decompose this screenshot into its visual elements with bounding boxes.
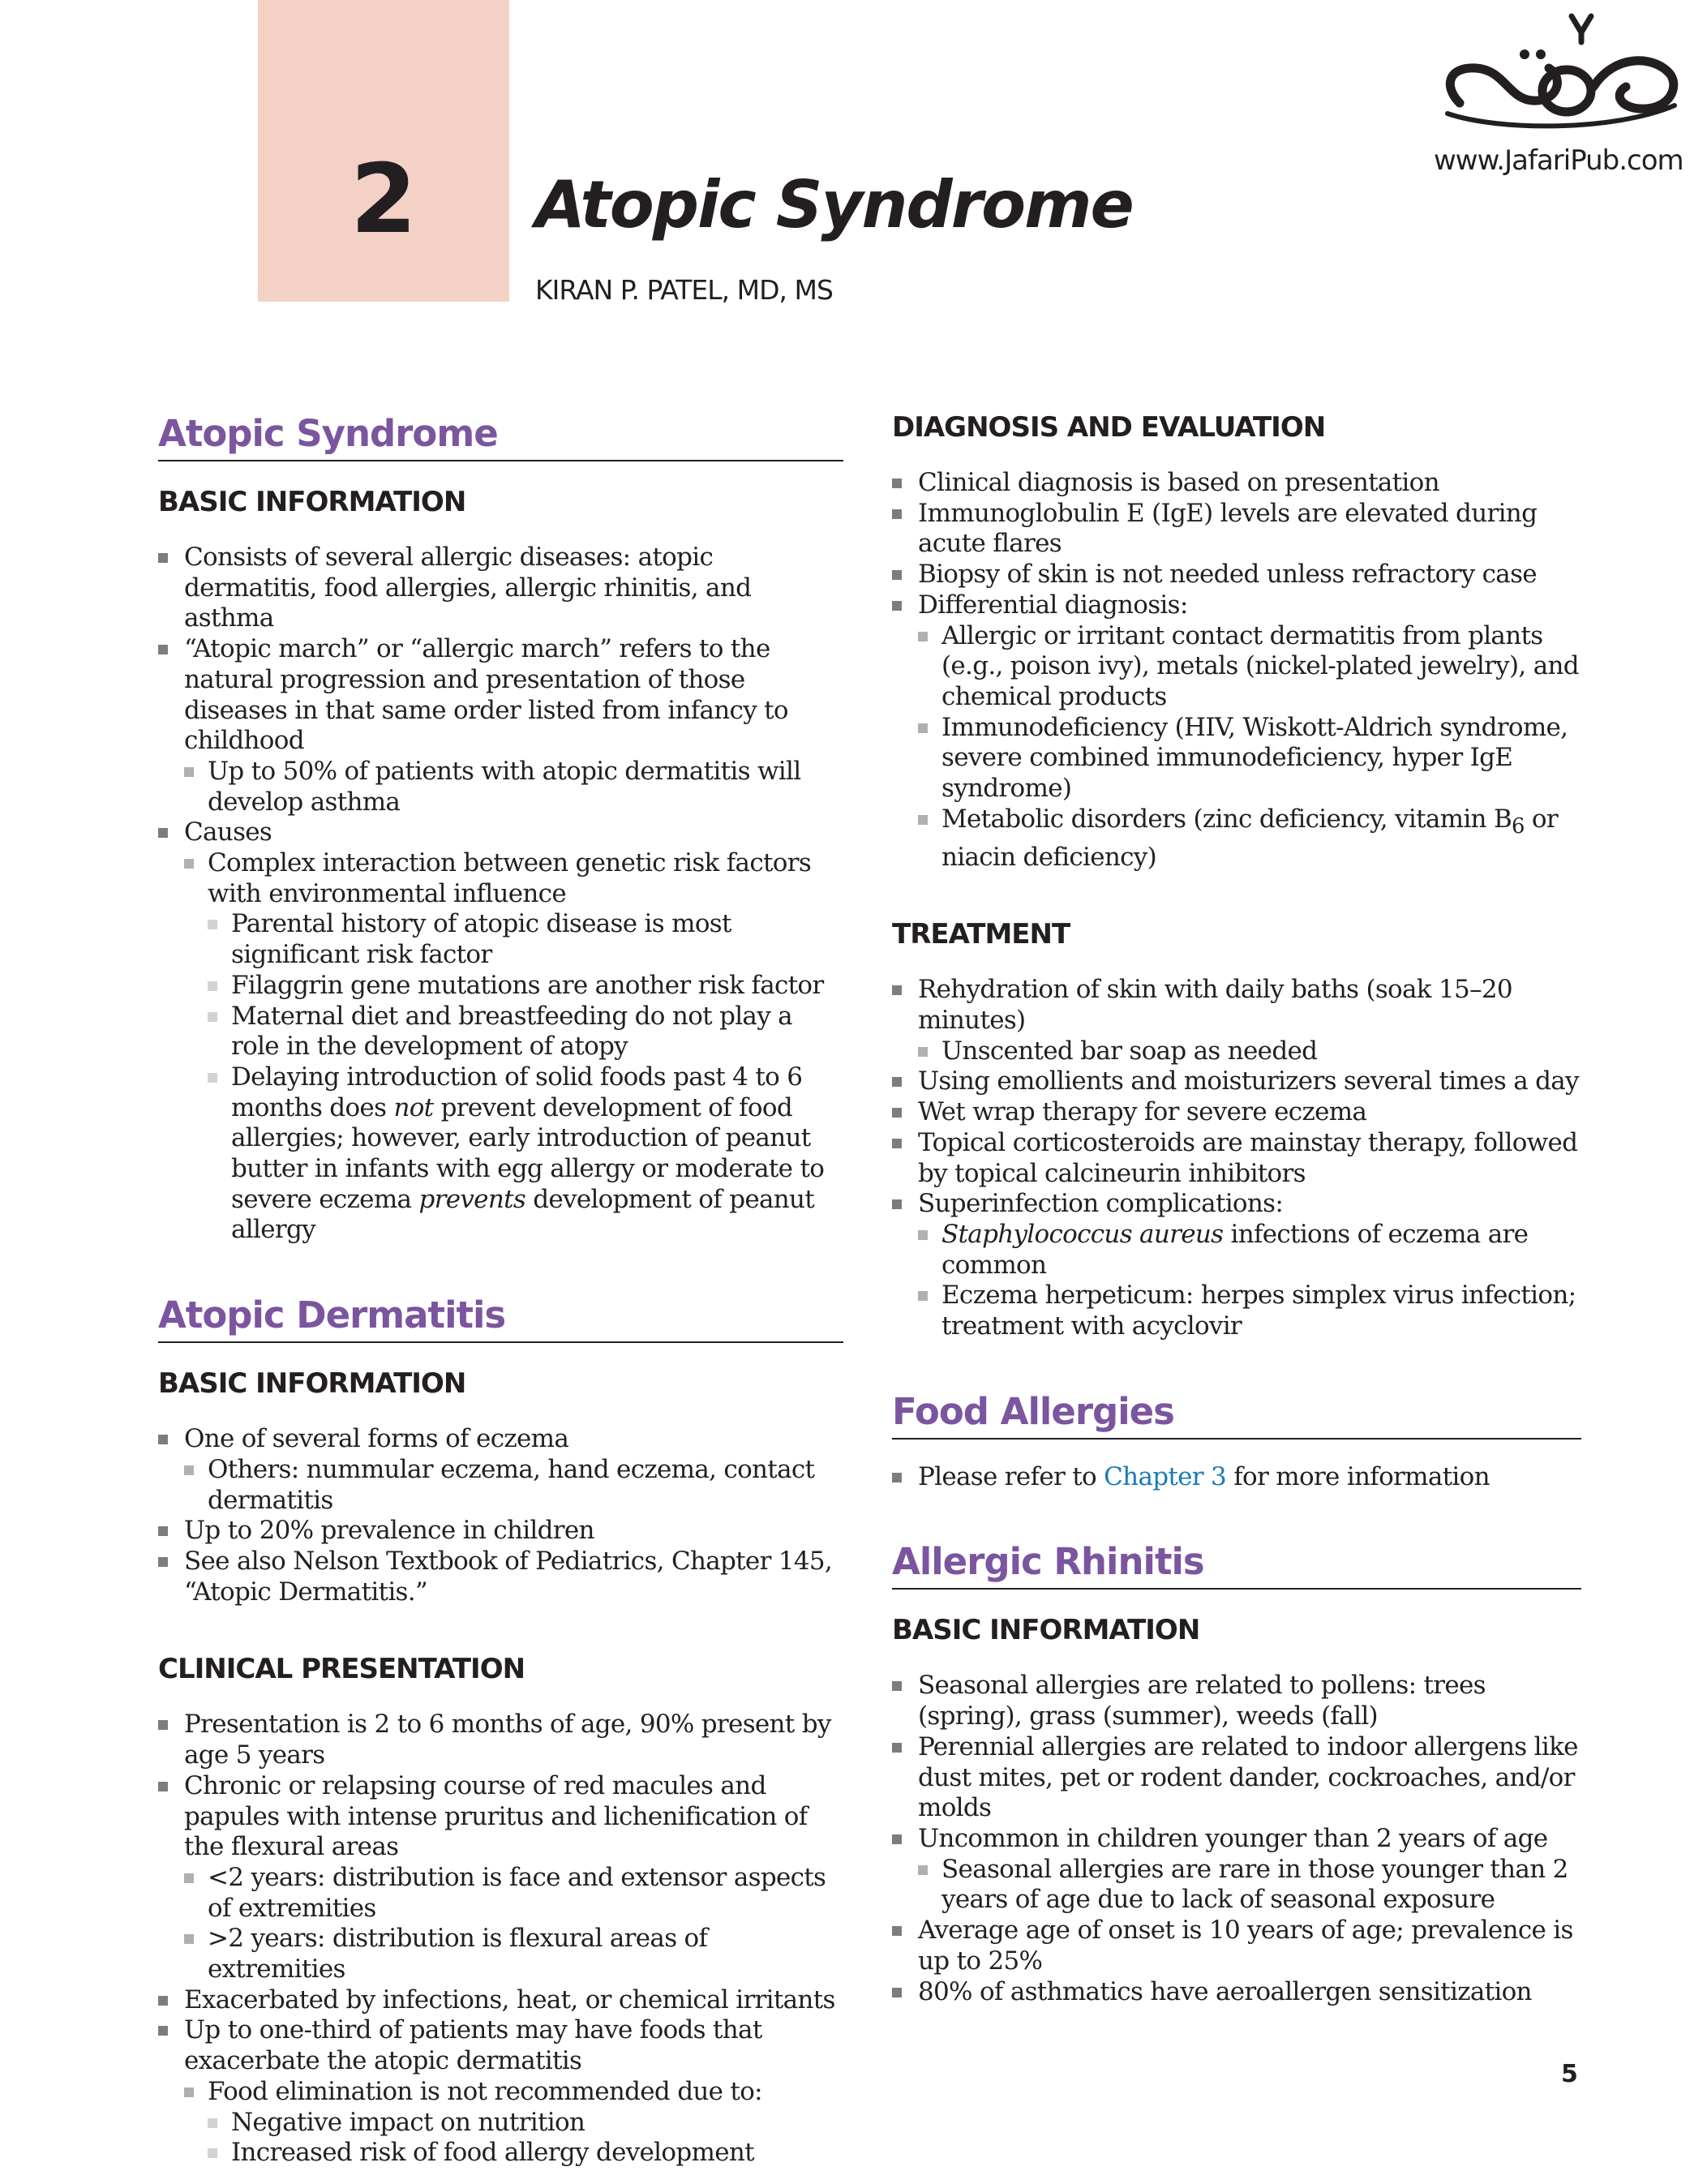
clinical-presentation-list <box>158 1710 843 2169</box>
section-title-atopic-syndrome: Atopic Syndrome <box>158 410 843 461</box>
list-item: Staphylococcus aureus infections of eczema are common <box>892 1220 1581 1281</box>
publisher-url: www.JafariPub.com <box>1434 144 1683 177</box>
list-item: Eczema herpeticum: herpes simplex virus infection; treatment with acyclovir <box>892 1281 1581 1341</box>
list-item: Maternal diet and breastfeeding do not play a role in the development of atopy <box>158 1002 843 1062</box>
list-item: “Atopic march” or “allergic march” refers to the natural progression and presentation of those diseases in that same order listed from infancy to childhood <box>158 634 843 757</box>
list-item: Increased risk of food allergy development <box>158 2138 843 2169</box>
atopic-syndrome-list <box>158 543 843 1246</box>
list-item: Please refer to Chapter 3 for more information <box>892 1462 1581 1493</box>
list-item: Parental history of atopic disease is most significant risk factor <box>158 909 843 970</box>
list-item: Clinical diagnosis is based on presentation <box>892 468 1581 499</box>
list-item: Rehydration of skin with daily baths (soak 15–20 minutes) <box>892 975 1581 1036</box>
right-column <box>892 410 1581 2007</box>
list-item: Filaggrin gene mutations are another risk factor <box>158 971 843 1002</box>
list-item: Chronic or relapsing course of red macules and papules with intense pruritus and lichenification of the flexural areas <box>158 1771 843 1863</box>
subhead-diagnosis-and-evaluation: DIAGNOSIS AND EVALUATION <box>892 411 1326 444</box>
list-item: Food elimination is not recommended due to: <box>158 2077 843 2108</box>
list-item: Topical corticosteroids are mainstay therapy, followed by topical calcineurin inhibitors <box>892 1128 1581 1189</box>
list-item: Consists of several allergic diseases: atopic dermatitis, food allergies, allergic rhinitis, and asthma <box>158 543 843 634</box>
diagnosis-list <box>892 468 1581 873</box>
subhead-basic-information: BASIC INFORMATION <box>158 486 466 518</box>
list-item: Allergic or irritant contact dermatitis from plants (e.g., poison ivy), metals (nickel-plated jewelry), and chemical products <box>892 621 1581 713</box>
subhead-basic-information: BASIC INFORMATION <box>892 1614 1200 1647</box>
list-item: Seasonal allergies are rare in those younger than 2 years of age due to lack of seasonal exposure <box>892 1855 1581 1916</box>
list-item: Presentation is 2 to 6 months of age, 90% present by age 5 years <box>158 1710 843 1770</box>
list-item: Metabolic disorders (zinc deficiency, vitamin $B_6$ or niacin deficiency) <box>892 805 1581 873</box>
list-item: Up to 20% prevalence in children <box>158 1516 843 1547</box>
list-item: Causes <box>158 817 843 848</box>
treatment-list <box>892 975 1581 1341</box>
list-item: <2 years: distribution is face and extensor aspects of extremities <box>158 1863 843 1924</box>
list-item: Complex interaction between genetic risk factors with environmental influence <box>158 848 843 909</box>
left-column <box>158 410 843 2169</box>
list-item: Uncommon in children younger than 2 years of age <box>892 1824 1581 1855</box>
list-item: Immunodeficiency (HIV, Wiskott-Aldrich syndrome, severe combined immunodeficiency, hyper IgE syndrome) <box>892 713 1581 805</box>
chapter-number: 2 <box>350 143 418 255</box>
section-title-atopic-dermatitis: Atopic Dermatitis <box>158 1291 843 1343</box>
list-item: Delaying introduction of solid foods past 4 to 6 months does not prevent development of food allergies; however, early introduction of peanut butter in infants with egg allergy or moderate to severe eczema prevents development of peanut allergy <box>158 1062 843 1246</box>
food-allergies-list <box>892 1462 1581 1493</box>
list-item: See also Nelson Textbook of Pediatrics, Chapter 145, “Atopic Dermatitis.” <box>158 1547 843 1607</box>
list-item: Differential diagnosis: <box>892 590 1581 621</box>
list-item: Perennial allergies are related to indoor allergens like dust mites, pet or rodent dander, cockroaches, and/or molds <box>892 1732 1581 1824</box>
section-title-food-allergies: Food Allergies <box>892 1388 1581 1440</box>
list-item: Negative impact on nutrition <box>158 2108 843 2139</box>
subhead-treatment: TREATMENT <box>892 918 1070 951</box>
list-item: >2 years: distribution is flexural areas of extremities <box>158 1924 843 1984</box>
section-title-allergic-rhinitis: Allergic Rhinitis <box>892 1538 1581 1590</box>
subhead-basic-information: BASIC INFORMATION <box>158 1367 466 1401</box>
chapter-title: Atopic Syndrome <box>535 167 1133 242</box>
chapter-3-link[interactable]: Chapter 3 <box>1104 1461 1227 1491</box>
list-item: One of several forms of eczema <box>158 1424 843 1455</box>
list-item: Others: nummular eczema, hand eczema, contact dermatitis <box>158 1455 843 1516</box>
subhead-clinical-presentation: CLINICAL PRESENTATION <box>158 1653 525 1686</box>
list-item: Up to 50% of patients with atopic dermatitis will develop asthma <box>158 757 843 817</box>
list-item: Unscented bar soap as needed <box>892 1036 1581 1067</box>
list-item: Up to one-third of patients may have foods that exacerbate the atopic dermatitis <box>158 2015 843 2076</box>
list-item: Biopsy of skin is not needed unless refractory case <box>892 560 1581 590</box>
list-item: Wet wrap therapy for severe eczema <box>892 1097 1581 1128</box>
allergic-rhinitis-list <box>892 1671 1581 2007</box>
atopic-dermatitis-basic-list <box>158 1424 843 1607</box>
list-item: Average age of onset is 10 years of age; prevalence is up to 25% <box>892 1916 1581 1976</box>
list-item: 80% of asthmatics have aeroallergen sensitization <box>892 1977 1581 2008</box>
list-item: Seasonal allergies are related to pollens: trees (spring), grass (summer), weeds (fall) <box>892 1671 1581 1731</box>
list-item: Using emollients and moisturizers several times a day <box>892 1066 1581 1097</box>
list-item: Superinfection complications: <box>892 1189 1581 1220</box>
page-number: 5 <box>1561 2060 1578 2088</box>
chapter-author: KIRAN P. PATEL, MD, MS <box>535 274 833 306</box>
list-item: Exacerbated by infections, heat, or chemical irritants <box>158 1985 843 2016</box>
publisher-logo-icon <box>1427 10 1687 139</box>
list-item: Immunoglobulin E (IgE) levels are elevated during acute flares <box>892 499 1581 560</box>
